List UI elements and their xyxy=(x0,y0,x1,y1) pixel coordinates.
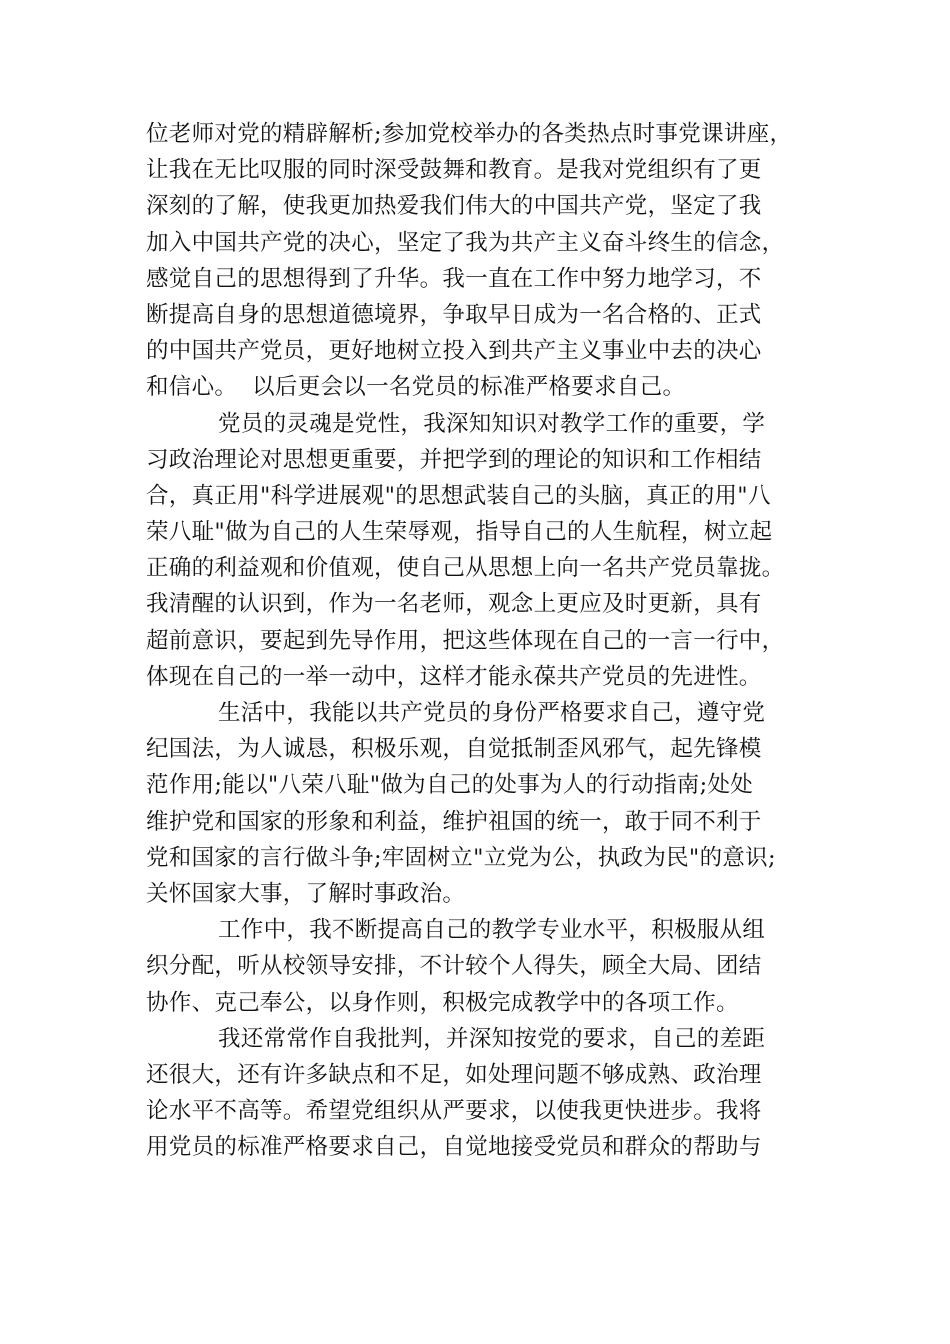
text-line: 深刻的了解，使我更加热爱我们伟大的中国共产党，坚定了我 xyxy=(146,193,762,220)
paragraph-3 xyxy=(146,695,826,912)
paragraph-2 xyxy=(146,406,826,696)
paragraph-5 xyxy=(146,1021,826,1166)
paragraph-4 xyxy=(146,912,826,1021)
text-line: 用党员的标准严格要求自己，自觉地接受党员和群众的帮助与 xyxy=(146,1134,762,1161)
text-line: 关怀国家大事，了解时事政治。 xyxy=(146,880,466,907)
text-line: 织分配，听从校领导安排，不计较个人得失，顾全大局、团结 xyxy=(146,953,762,980)
text-line: 体现在自己的一举一动中，这样才能永葆共产党员的先进性。 xyxy=(146,663,762,690)
text-line: 感觉自己的思想得到了升华。我一直在工作中努力地学习，不 xyxy=(146,265,762,292)
text-line: 加入中国共产党的决心，坚定了我为共产主义奋斗终生的信念， xyxy=(146,229,785,256)
text-line: 工作中，我不断提高自己的教学专业水平，积极服从组 xyxy=(218,917,766,944)
text-line: 协作、克己奉公，以身作则，积极完成教学中的各项工作。 xyxy=(146,989,739,1016)
text-line: 纪国法，为人诚恳，积极乐观，自觉抵制歪风邪气，起先锋模 xyxy=(146,736,762,763)
text-line: 我还常常作自我批判，并深知按党的要求，自己的差距 xyxy=(218,1025,766,1052)
text-line: 范作用;能以"八荣八耻"做为自己的处事为人的行动指南;处处 xyxy=(146,772,754,799)
text-line: 还很大，还有许多缺点和不足，如处理问题不够成熟、政治理 xyxy=(146,1061,762,1088)
paragraph-1 xyxy=(146,116,826,406)
text-line: 超前意识，要起到先导作用，把这些体现在自己的一言一行中， xyxy=(146,627,785,654)
text-line: 生活中，我能以共产党员的身份严格要求自己，遵守党 xyxy=(218,700,766,726)
text-line: 合，真正用"科学进展观"的思想武装自己的头脑，真正的用"八 xyxy=(146,482,771,509)
text-line: 我清醒的认识到，作为一名老师，观念上更应及时更新，具有 xyxy=(146,591,762,618)
text-line: 断提高自身的思想道德境界，争取早日成为一名合格的、正式 xyxy=(146,301,762,328)
text-line: 位老师对党的精辟解析;参加党校举办的各类热点时事党课讲座， xyxy=(146,121,793,147)
body-text xyxy=(146,116,826,1165)
text-line: 让我在无比叹服的同时深受鼓舞和教育。是我对党组织有了更 xyxy=(146,157,762,184)
text-line: 和信心。 以后更会以一名党员的标准严格要求自己。 xyxy=(146,374,686,401)
text-line: 维护党和国家的形象和利益，维护祖国的统一，敢于同不利于 xyxy=(146,808,762,835)
text-line: 习政治理论对思想更重要，并把学到的理论的知识和工作相结 xyxy=(146,446,762,473)
text-line: 荣八耻"做为自己的人生荣辱观，指导自己的人生航程，树立起 xyxy=(146,519,773,546)
text-line: 论水平不高等。希望党组织从严要求，以使我更快进步。我将 xyxy=(146,1098,762,1125)
text-line: 党员的灵魂是党性，我深知知识对教学工作的重要，学 xyxy=(218,410,766,437)
text-line: 党和国家的言行做斗争;牢固树立"立党为公，执政为民"的意识; xyxy=(146,844,776,871)
text-line: 的中国共产党员，更好地树立投入到共产主义事业中去的决心 xyxy=(146,338,762,365)
text-line: 正确的利益观和价值观，使自己从思想上向一名共产党员靠拢。 xyxy=(146,555,785,582)
